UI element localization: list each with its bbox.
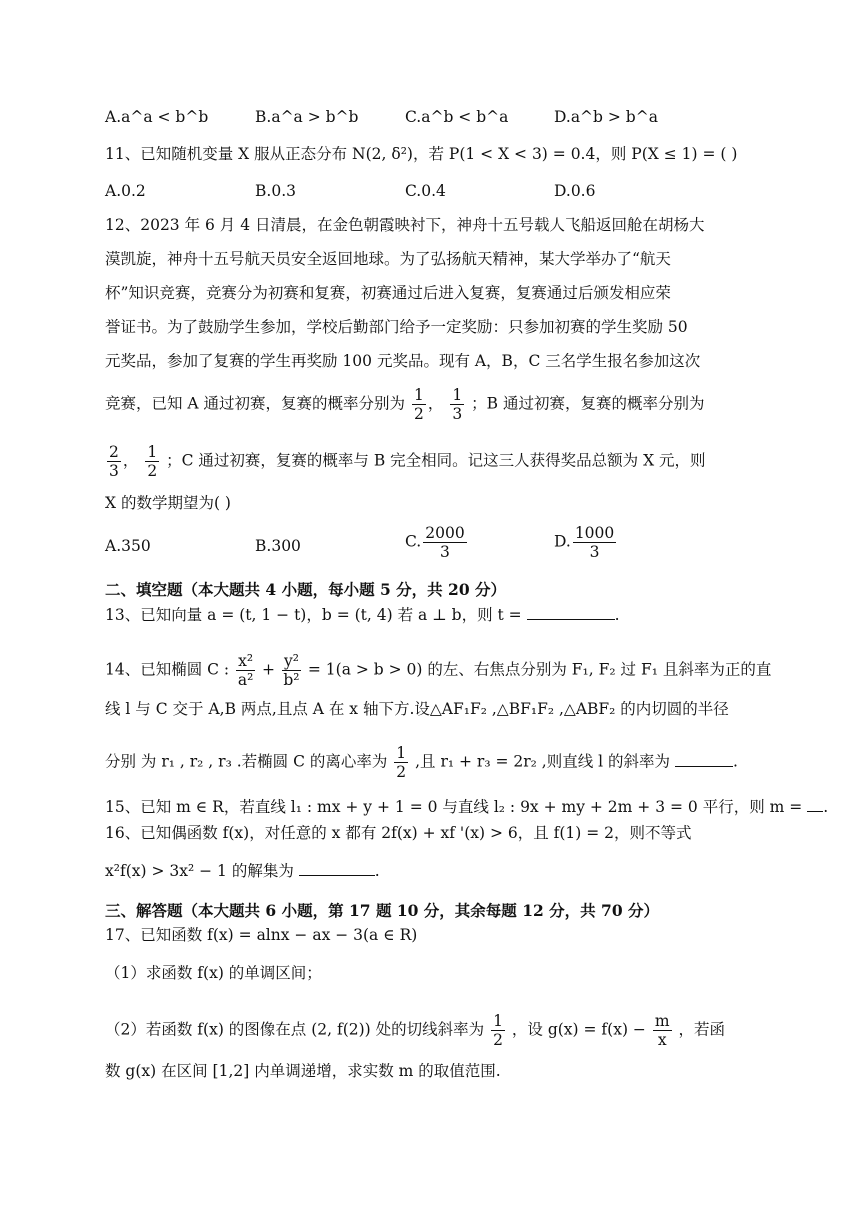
q13-answer-blank	[527, 605, 615, 620]
q13-line: 13、已知向量 a = (t, 1 − t)，b = (t, 4) 若 a ⊥ b，则 t = .	[105, 606, 620, 624]
section-2-title: 二、填空题（本大题共 4 小题，每小题 5 分，共 20 分）	[105, 580, 507, 599]
q12-line-1: 12、2023 年 6 月 4 日清晨，在金色朝霞映衬下，神舟十五号载人飞船返回舱在胡杨大	[105, 216, 705, 234]
q12-line-6: 竞赛，已知 A 通过初赛，复赛的概率分别为 $\frac{1}{2}$ ， $\frac{1}{3}$ ；B 通过初赛，复赛的概率分别为	[105, 386, 705, 423]
q16-answer-blank	[299, 861, 375, 876]
fraction-two-thirds: $\frac{2}{3}$	[109, 443, 119, 480]
q12-option-c: C. $\frac{2000}{3}$	[405, 524, 465, 561]
q10-option-c: C.a^b < b^a	[405, 108, 509, 126]
section-3-title: 三、解答题（本大题共 6 小题，第 17 题 10 分，其余每题 12 分，共 70 分）	[105, 901, 660, 920]
q12-line-4: 誉证书。为了鼓励学生参加，学校后勤部门给予一定奖励：只参加初赛的学生奖励 50	[105, 318, 688, 336]
q17-stem: 17、已知函数 f(x) = alnx − ax − 3(a ∈ R)	[105, 926, 418, 944]
q12-line-5: 元奖品，参加了复赛的学生再奖励 100 元奖品。现有 A，B，C 三名学生报名参加这次	[105, 352, 701, 370]
q15-line: 15、已知 m ∈ R，若直线 l₁ : mx + y + 1 = 0 与直线 l₂ : 9x + my + 2m + 3 = 0 平行，则 m = .	[105, 798, 829, 816]
q11-option-d: D.0.6	[554, 182, 596, 200]
q12-line-7: $\frac{2}{3}$ ， $\frac{1}{2}$ ；C 通过初赛，复赛的概率与 B 完全相同。记这三人获得奖品总额为 X 元，则	[109, 443, 706, 480]
q12-line-3: 杯”知识竞赛，竞赛分为初赛和复赛，初赛通过后进入复赛，复赛通过后颁发相应荣	[105, 284, 671, 302]
fraction-one-third: $\frac{1}{3}$	[452, 386, 463, 423]
q11-option-b: B.0.3	[255, 182, 296, 200]
q11-option-a: A.0.2	[105, 182, 146, 200]
q14-answer-blank	[675, 752, 733, 767]
q17-part-2-line-2: 数 g(x) 在区间 [1,2] 内单调递增，求实数 m 的取值范围.	[105, 1062, 501, 1080]
q11-stem: 11、已知随机变量 X 服从正态分布 N(2, δ²)，若 P(1 < X < 3) = 0.4，则 P(X ≤ 1) = ( )	[105, 145, 738, 163]
q16-line-1: 16、已知偶函数 f(x)，对任意的 x 都有 2f(x) + xf '(x) > 6，且 f(1) = 2，则不等式	[105, 824, 692, 842]
q14-line-2: 线 l 与 C 交于 A,B 两点,且点 A 在 x 轴下方.设△AF₁F₂ ,△BF₁F₂ ,△ABF₂ 的内切圆的半径	[105, 700, 729, 718]
q11-option-c: C.0.4	[405, 182, 446, 200]
fraction-m-over-x: $\frac{m}{x}$	[654, 1012, 670, 1049]
fraction-x2-a2: $\frac{\text{x²}}{\text{a²}}$	[237, 652, 254, 689]
q14-line-3: 分别 为 r₁ , r₂ , r₃ .若椭圆 C 的离心率为 $\frac{1}{2}$ ,且 r₁ + r₃ = 2r₂ ,则直线 l 的斜率为 .	[105, 744, 738, 781]
q12-option-d: D. $\frac{1000}{3}$	[554, 524, 615, 561]
fraction-slope: $\frac{1}{2}$	[493, 1012, 503, 1049]
fraction-one-half-b: $\frac{1}{2}$	[147, 443, 158, 480]
fraction-y2-b2: $\frac{\text{y²}}{\text{b²}}$	[283, 652, 300, 689]
q16-line-2: x²f(x) > 3x² − 1 的解集为 .	[105, 862, 380, 880]
q14-line-1: 14、已知椭圆 C : $\frac{\text{x²}}{\text{a²}}$ + $\frac{\text{y²}}{\text{b²}}$ = 1(a > b > 0) 的左、右焦点分别为 F₁, F₂ 过 F₁ 且斜率为正的直	[105, 652, 772, 689]
q12-option-b: B.300	[255, 537, 301, 555]
q10-option-a: A.a^a < b^b	[105, 108, 209, 126]
q10-option-d: D.a^b > b^a	[554, 108, 658, 126]
q12-option-a: A.350	[105, 537, 151, 555]
q17-part-2-line-1: （2）若函数 f(x) 的图像在点 (2, f(2)) 处的切线斜率为 $\frac{1}{2}$ ，设 g(x) = f(x) − $\frac{m}{x}$ ，若函	[105, 1012, 726, 1049]
fraction-eccentricity: $\frac{1}{2}$	[396, 744, 407, 781]
fraction-one-half: $\frac{1}{2}$	[414, 386, 424, 423]
q12-line-8: X 的数学期望为( )	[105, 494, 231, 512]
q12-line-2: 漠凯旋，神舟十五号航天员安全返回地球。为了弘扬航天精神，某大学举办了“航天	[105, 250, 671, 268]
q10-option-b: B.a^a > b^b	[255, 108, 359, 126]
q15-answer-blank	[807, 797, 823, 812]
q17-part-1: （1）求函数 f(x) 的单调区间；	[105, 964, 322, 982]
